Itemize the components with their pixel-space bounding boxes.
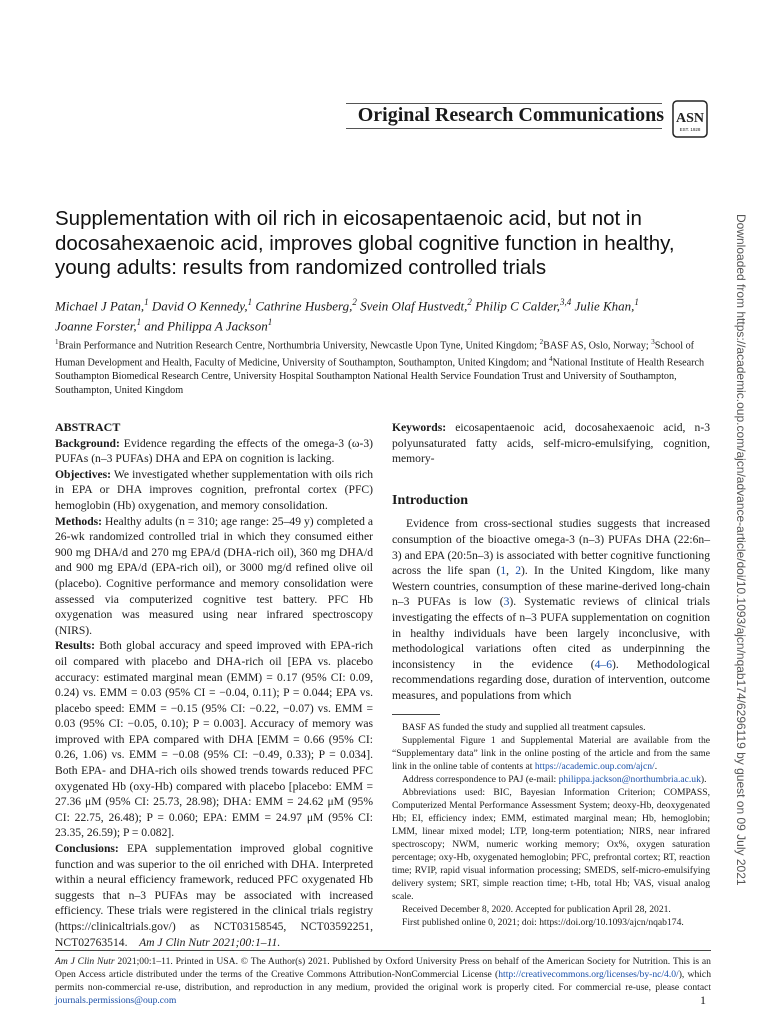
affil-text: Brain Performance and Nutrition Research Centre, Northumbria University, Newcastle Upon Tyne, United Kingdom; — [58, 340, 540, 352]
footnote-correspondence — [392, 773, 710, 786]
ref-link[interactable]: 3 — [503, 595, 510, 609]
conclusions-label: Conclusions: — [55, 842, 119, 856]
author-sup: 1 — [634, 297, 639, 307]
footnote-received: Received December 8, 2020. Accepted for publication April 28, 2021. — [402, 903, 671, 915]
affil-sup: 2 — [539, 338, 544, 346]
keywords-label: Keywords: — [392, 421, 447, 434]
affil-text: School of Human Development and Health, Faculty of Medicine, University of Southampton, Southampton, United Kingdom; and — [55, 340, 695, 369]
affil-sup: 3 — [651, 338, 655, 346]
abstract-methods — [55, 514, 373, 639]
footnote-supplemental — [392, 734, 710, 773]
author-sup: 3,4 — [559, 297, 572, 307]
footnote-published: First published online 0, 2021; doi: https://doi.org/10.1093/ajcn/nqab174. — [402, 916, 684, 928]
supplemental-link[interactable]: https://academic.oup.com/ajcn/ — [534, 760, 655, 772]
header-rule-bottom — [346, 128, 662, 129]
asn-logo — [672, 100, 708, 138]
intro-text: ). Systematic reviews of clinical trials investigating the effects of n–3 PUFA supplementation on cognition in healthy individuals have been largely inconclusive, with methodological variations often cited as underpinning the inconsistency in the evidence ( — [392, 595, 711, 671]
fn-text: Supplemental Figure 1 and Supplemental Material are available from the “Supplementary data” link in the online posting of the article and from the same link in the online table of contents at — [392, 734, 710, 772]
affil-sup: 1 — [55, 338, 59, 346]
footnotes — [392, 721, 710, 929]
fn-text: ). — [700, 773, 707, 785]
fn-text: . — [654, 760, 658, 772]
license-link[interactable]: http://creativecommons.org/licenses/by-nc/4.0/ — [498, 969, 679, 980]
footer-journal: Am J Clin Nutr — [55, 956, 115, 967]
keywords-text: eicosapentaenoic acid, docosahexaenoic acid, n-3 polyunsaturated fatty acids, self-micro-emulsifying, cognition, memory- — [392, 421, 710, 466]
intro-text: ). Methodological recommendations regarding dose, duration of intervention, outcome measures, and populations from which — [392, 657, 710, 702]
author-sup: 1 — [267, 317, 273, 328]
section-label: Original Research Communications — [357, 104, 664, 126]
abstract-conclusions — [55, 841, 373, 950]
page-number: 1 — [700, 993, 706, 1007]
conclusions-text: EPA supplementation improved global cognitive function and was superior to the oil enriched with DHA. Interpreted within a neural efficiency framework, reduced PFC oxygenated Hb suggests that n–3 PUFAs may be associated with increased efficiency. These trials were registered in the clinical trials registry (https://clinicaltrials.gov/) as NCT03158545, NCT03592251, NCT02763514. — [55, 842, 373, 949]
abstract-column — [55, 420, 373, 950]
introduction-paragraph — [392, 516, 710, 703]
author-list — [55, 294, 705, 335]
background-label: Background: — [55, 436, 120, 450]
article-title: Supplementation with oil rich in eicosapentaenoic acid, but not in docosahexaenoic acid, improves global cognitive function in healthy, young adults: results from randomized controlled trials — [55, 207, 675, 279]
ref-link[interactable]: 1 — [500, 564, 507, 578]
objectives-label: Objectives: — [55, 467, 112, 481]
right-column — [392, 420, 710, 929]
abstract-background — [55, 436, 373, 467]
intro-text: , — [506, 564, 516, 578]
background-text: Evidence regarding the effects of the omega-3 (ω-3) PUFAs (n–3 PUFAs) DHA and EPA on cognition is lacking. — [55, 436, 373, 466]
intro-text: ). In the United Kingdom, like many Western countries, consumption of these marine-derived long-chain n–3 PUFAs is low ( — [392, 564, 711, 609]
author: Cathrine Husberg, — [255, 298, 353, 314]
author: and Philippa A Jackson — [144, 318, 268, 334]
author-sup: 2 — [352, 297, 357, 307]
results-text: Both global accuracy and speed improved with EPA-rich oil compared with placebo and DHA-rich oil [EPA vs. placebo accuracy: estimated marginal mean (EMM) = 0.17 (95% CI: 0.09, 0.24) vs. EMM = 0.03 (95% CI = −0.04, 0.11); P = 0.044; EPA vs. placebo speed: EMM = −0.15 (95% CI: −0.22, −0.07) vs. EMM = 0.03 (95% CI: −0.05, 0.10); P = 0.003]. Accuracy of memory was improved with EPA compared with DHA [EMM = 0.66 (95% CI: 0.26, 1.06) vs. EMM = −0.08 (95% CI: −0.49, 0.33); P = 0.034]. Both EPA- and DHA-rich oils showed trends towards reduced PFC oxygenated Hb (oxy-Hb) compared with placebo [placebo: EMM = 27.36 μM (95% CI: 25.73, 28.98); DHA: EMM = 24.62 μM (95% CI: 22.75, 26.48); P = 0.060; EPA: EMM = 24.97 μM (95% CI: 23.35, 26.59); P = 0.082]. — [55, 639, 373, 840]
author: Svein Olaf Hustvedt, — [360, 298, 468, 314]
ref-link[interactable]: 4–6 — [594, 657, 612, 671]
footnote-rule — [392, 714, 440, 715]
author-sup: 2 — [467, 297, 472, 307]
author: Michael J Patan, — [55, 298, 145, 314]
introduction-heading: Introduction — [392, 492, 468, 508]
methods-label: Methods: — [55, 514, 103, 528]
author-sup: 1 — [136, 317, 142, 328]
objectives-text: We investigated whether supplementation with oils rich in EPA or DHA improves cognition, prefrontal cortex (PFC) hemoglobin (Hb) oxygenation, and memory consolidation. — [55, 467, 373, 512]
abstract-results — [55, 638, 373, 841]
keywords — [392, 420, 710, 467]
fn-text: Address correspondence to PAJ (e-mail: — [402, 773, 559, 785]
affil-sup: 4 — [549, 354, 553, 363]
abstract-citation: Am J Clin Nutr 2021;00:1–11. — [139, 935, 281, 949]
author-sup: 1 — [247, 297, 253, 307]
author: Julie Khan, — [574, 298, 635, 314]
author: Philip C Calder, — [475, 298, 560, 314]
email-link[interactable]: philippa.jackson@northumbria.ac.uk — [558, 773, 701, 785]
author: David O Kennedy, — [151, 298, 248, 314]
ref-link[interactable]: 2 — [515, 564, 522, 578]
affil-text: National Institute of Health Research Southampton Biomedical Research Centre, University Hospital Southampton National Health Service Foundation Trust and University of Southampton, Southampton, United Kingdom — [55, 357, 705, 396]
affil-text: BASF AS, Oslo, Norway; — [543, 340, 652, 352]
abstract-heading: ABSTRACT — [55, 420, 121, 434]
author: Joanne Forster, — [55, 318, 137, 334]
methods-text: Healthy adults (n = 310; age range: 25–49 y) completed a 26-wk randomized controlled trial in which they consumed either 900 mg DHA/d and 270 mg EPA/d (DHA-rich oil), 360 mg DHA/d and 900 mg EPA/d (EPA-rich oil), or 3000 mg/d refined olive oil (placebo). Cognitive performance and memory consolidation were assessed via computerized cognitive test battery. PFC Hb oxygenation was measured using near infrared spectroscopy (NIRS). — [55, 514, 373, 637]
footer-rule — [55, 950, 711, 951]
permissions-email-link[interactable]: journals.permissions@oup.com — [55, 995, 177, 1006]
abstract-objectives — [55, 467, 373, 514]
footnote-abbreviations: Abbreviations used: BIC, Bayesian Information Criterion; COMPASS, Computerized Mental Performance Assessment System; deoxy-Hb, deoxygenated Hb; EI, efficiency index; EMM, estimated marginal mean; Hb, hemoglobin; LMM, linear mixed model; LTP, long-term potentiation; NIRS, near infrared spectroscopy; NWM, numeric working memory; Ox%, oxygen saturation percentage; oxy-Hb, oxygenated hemoglobin; PFC, prefrontal cortex; RT, reaction time; RVIP, rapid visual information processing; SMEDS, self-micro-emulsifying delivery system; SRT, simple reaction time; t-Hb, total Hb; VAS, visual analog scale. — [392, 786, 710, 902]
affiliations — [55, 336, 711, 397]
results-label: Results: — [55, 639, 95, 653]
license-footer — [55, 955, 711, 1007]
intro-text: Evidence from cross-sectional studies suggests that increased consumption of the bioactive omega-3 (n–3) PUFAs DHA (22:6n–3) and EPA (20:5n–3) is associated with better cognitive functioning across the life span ( — [392, 517, 710, 578]
asn-logo-text: ASN — [675, 111, 705, 126]
footnote-funding: BASF AS funded the study and supplied all treatment capsules. — [402, 721, 646, 733]
asn-logo-sub: EST. 1928 — [679, 127, 701, 132]
footer-text: 2021;00:1–11. Printed in USA. © The Author(s) 2021. Published by Oxford University Press on behalf of the American Society for Nutrition. This is an Open Access article distributed under the terms of the Creative Commons Attribution-NonCommercial License ( — [55, 956, 711, 980]
footer-text: ), which permits non-commercial re-use, distribution, and reproduction in any medium, provided the original work is properly cited. For commercial re-use, please contact — [55, 969, 711, 993]
download-notice: Downloaded from https://academic.oup.com/ajcn/advance-article/doi/10.1093/ajcn/nqab174/6296119 by guest on 09 July 2021 — [734, 214, 748, 886]
author-sup: 1 — [144, 297, 149, 307]
